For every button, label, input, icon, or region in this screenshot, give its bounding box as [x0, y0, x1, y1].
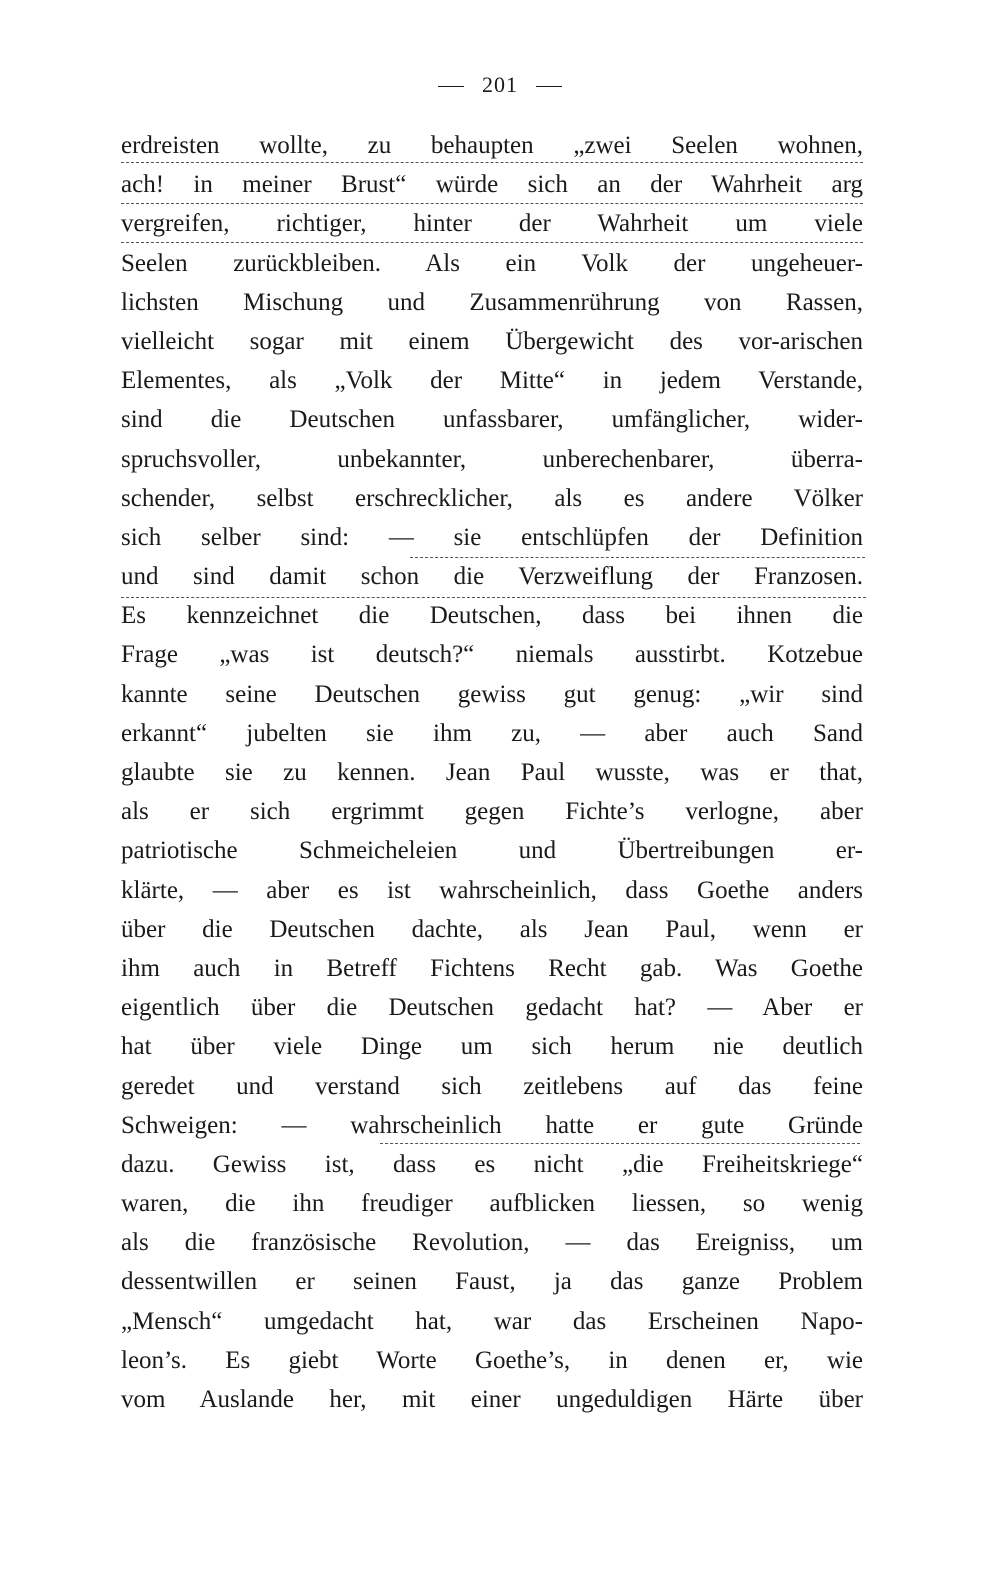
text-line: dazu. Gewiss ist, dass es nicht „die Freiheitskriege“	[121, 1150, 863, 1178]
text-line: hat über viele Dinge um sich herum nie deutlich	[121, 1033, 863, 1061]
text-line: waren, die ihn freudiger aufblicken liessen, so wenig	[121, 1190, 863, 1218]
text-line: geredet und verstand sich zeitlebens auf das feine	[121, 1072, 863, 1100]
text-line: ach! in meiner Brust“ würde sich an der Wahrheit arg	[121, 171, 863, 199]
text-line: Frage „was ist deutsch?“ niemals ausstirbt. Kotzebue	[121, 641, 863, 669]
text-line: vergreifen, richtiger, hinter der Wahrheit um viele	[121, 210, 863, 238]
text-line: „Mensch“ umgedacht hat, war das Erscheinen Napo-	[121, 1307, 863, 1335]
body-text	[121, 126, 863, 1419]
text-line: sich selber sind: — sie entschlüpfen der Definition	[121, 523, 863, 551]
text-line: erdreisten wollte, zu behaupten „zwei Seelen wohnen,	[121, 132, 863, 159]
page-number: 201	[482, 72, 518, 97]
text-line: vom Auslande her, mit einer ungeduldigen Härte über	[121, 1386, 863, 1413]
text-line: erkannt“ jubelten sie ihm zu, — aber auch Sand	[121, 719, 863, 747]
text-line: spruchsvoller, unbekannter, unberechenbarer, überra-	[121, 445, 863, 473]
text-line: kannte seine Deutschen gewiss gut genug: „wir sind	[121, 680, 863, 708]
pencil-underline-mark	[121, 597, 866, 598]
text-line: lichsten Mischung und Zusammenrührung von Rassen,	[121, 288, 863, 316]
text-line: glaubte sie zu kennen. Jean Paul wusste, was er that,	[121, 759, 863, 786]
text-line: und sind damit schon die Verzweiflung der Franzosen.	[121, 563, 863, 591]
page-header	[0, 72, 1000, 98]
text-line: über die Deutschen dachte, als Jean Paul, wenn er	[121, 915, 863, 943]
pencil-underline-mark	[380, 1143, 860, 1144]
pencil-underline-mark	[121, 242, 863, 243]
text-line: patriotische Schmeicheleien und Übertreibungen er-	[121, 837, 863, 865]
text-line: sind die Deutschen unfassbarer, umfänglicher, wider-	[121, 406, 863, 434]
text-line: schender, selbst erschrecklicher, als es andere Völker	[121, 484, 863, 512]
text-line: als die französische Revolution, — das Ereigniss, um	[121, 1229, 863, 1257]
text-line: ihm auch in Betreff Fichtens Recht gab. Was Goethe	[121, 954, 863, 982]
text-line: eigentlich über die Deutschen gedacht hat? — Aber er	[121, 994, 863, 1022]
text-line: leon’s. Es giebt Worte Goethe’s, in denen er, wie	[121, 1346, 863, 1374]
text-line: Schweigen: — wahrscheinlich hatte er gute Gründe	[121, 1111, 863, 1139]
header-dash-right	[536, 86, 562, 87]
pencil-underline-mark	[121, 203, 863, 204]
pencil-underline-mark	[410, 557, 865, 558]
text-line: Es kennzeichnet die Deutschen, dass bei ihnen die	[121, 602, 863, 630]
text-line: dessentwillen er seinen Faust, ja das ganze Problem	[121, 1268, 863, 1296]
pencil-underline-mark	[121, 162, 863, 163]
text-line: Seelen zurückbleiben. Als ein Volk der ungeheuer-	[121, 249, 863, 277]
text-line: Elementes, als „Volk der Mitte“ in jedem Verstande,	[121, 367, 863, 395]
text-line: als er sich ergrimmt gegen Fichte’s verlogne, aber	[121, 798, 863, 826]
text-line: klärte, — aber es ist wahrscheinlich, dass Goethe anders	[121, 876, 863, 904]
header-dash-left	[438, 86, 464, 87]
text-line: vielleicht sogar mit einem Übergewicht des vor-arischen	[121, 327, 863, 355]
